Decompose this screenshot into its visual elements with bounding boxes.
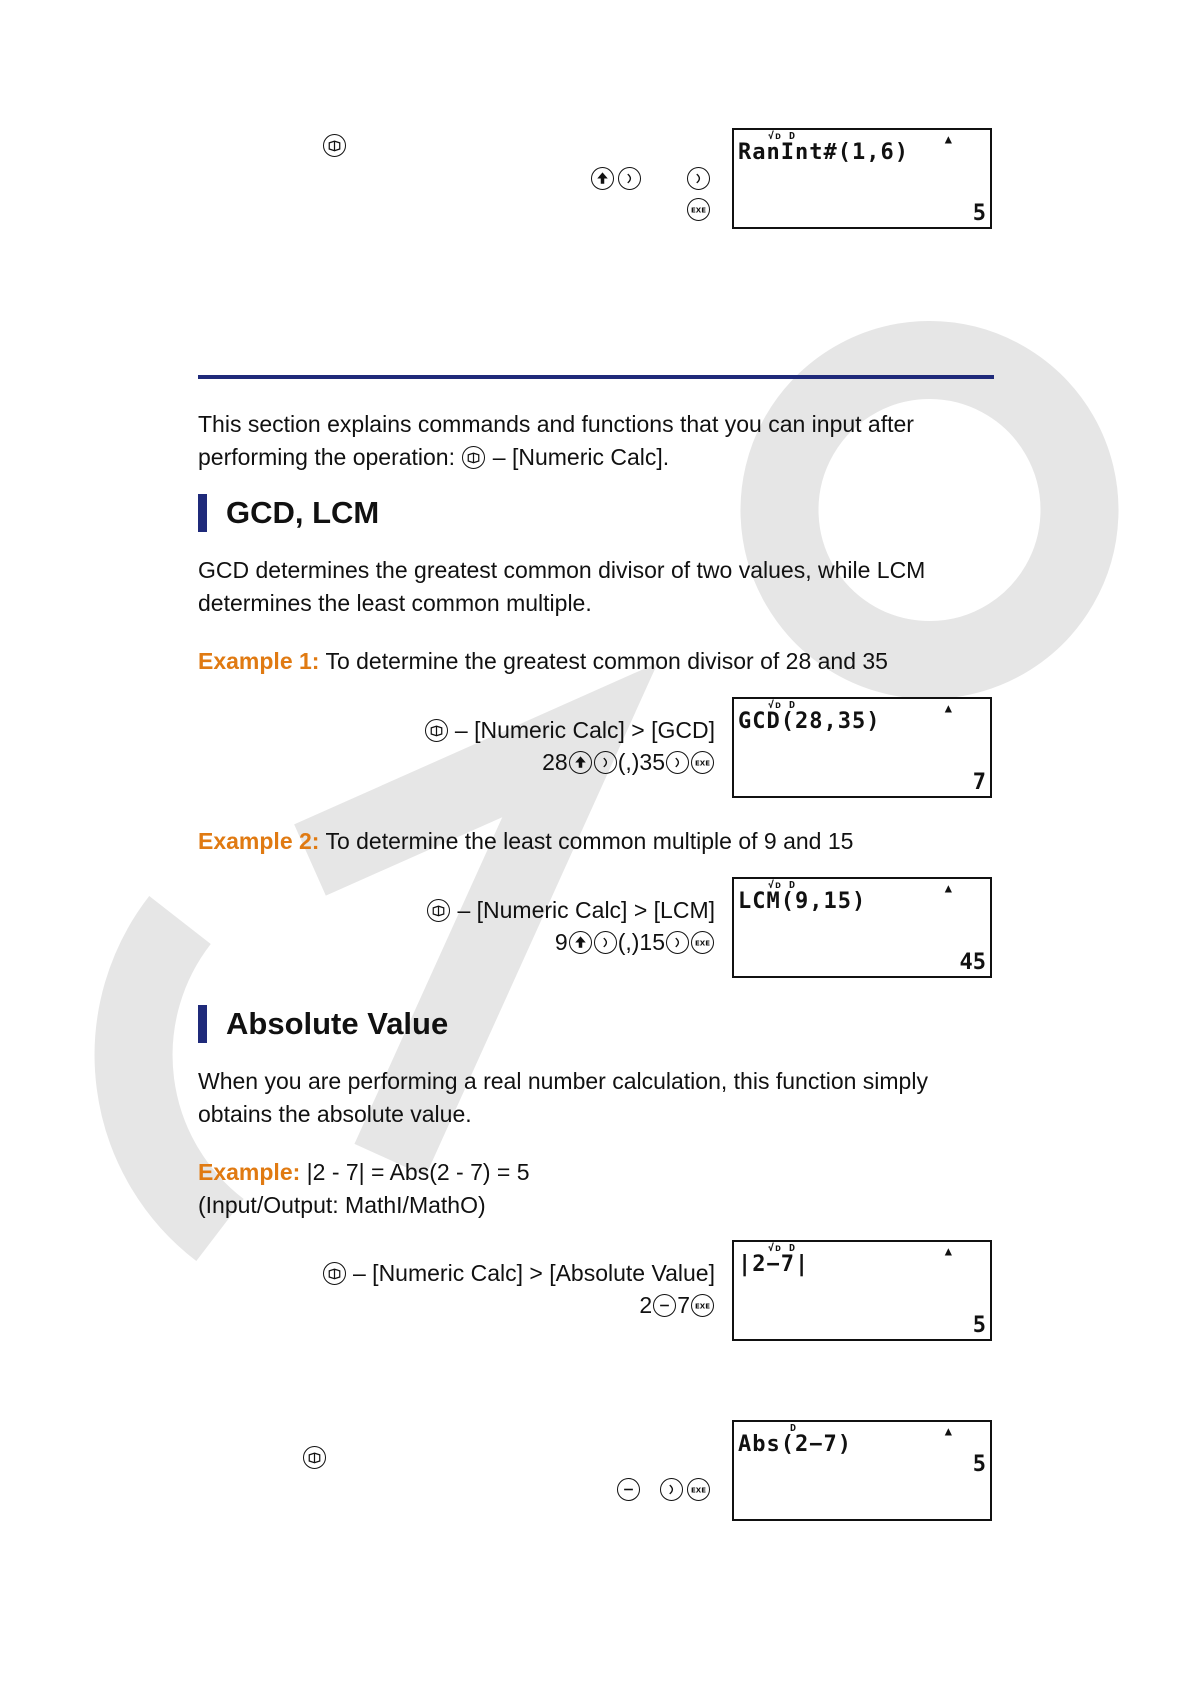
right-key-icon <box>659 1478 684 1502</box>
section-rule <box>198 375 994 379</box>
scroll-up-indicator: ▲ <box>944 881 952 895</box>
display-expression: GCD(28,35) <box>738 709 881 734</box>
shift-key-icon <box>590 167 615 191</box>
example-label: Example 1: <box>198 648 320 674</box>
display-result: 5 <box>972 201 986 226</box>
key-sequence: – [Numeric Calc] > [LCM] 9 (,)15 EXE <box>426 894 715 958</box>
menu-key-icon <box>462 446 485 469</box>
right-key-icon <box>594 931 617 954</box>
right-key-icon <box>617 167 642 191</box>
svg-text:EXE: EXE <box>691 206 706 215</box>
display-expression: LCM(9,15) <box>738 889 867 914</box>
example-text: To determine the least common multiple of 9 and 15 <box>325 828 854 854</box>
example-text: To determine the greatest common divisor of 28 and 35 <box>325 648 888 674</box>
display-indicators: √ᴅ D <box>768 880 797 891</box>
menu-key-icon <box>323 1262 346 1285</box>
svg-text:EXE: EXE <box>695 1302 710 1311</box>
display-result: 45 <box>959 950 986 975</box>
menu-key-icon <box>427 899 450 922</box>
heading-gcd-lcm: GCD, LCM <box>198 494 379 532</box>
exe-key-icon <box>691 751 714 774</box>
display-indicators: √ᴅ D <box>768 1243 797 1254</box>
menu-key-icon <box>322 134 347 158</box>
absolute-example <box>198 1156 988 1222</box>
display-expression: Abs(2−7) <box>738 1432 852 1457</box>
display-result: 5 <box>972 1313 986 1338</box>
display-expression: RanInt#(1,6) <box>738 140 909 165</box>
example-label: Example 2: <box>198 828 320 854</box>
heading-absolute-value: Absolute Value <box>198 1005 448 1043</box>
right-key-icon <box>594 751 617 774</box>
section-intro: This section explains commands and functions that you can input after performing the operation: – [Numeric Calc]. <box>198 411 914 470</box>
display-indicators: √ᴅ D <box>768 131 797 142</box>
example-label: Example: <box>198 1159 301 1185</box>
calculator-display <box>732 128 992 229</box>
minus-key-icon <box>653 1294 676 1317</box>
exe-key-icon <box>691 931 714 954</box>
scroll-up-indicator: ▲ <box>944 1244 952 1258</box>
right-key-icon <box>686 167 711 191</box>
absolute-description: When you are performing a real number calculation, this function simply obtains the absolute value. <box>198 1068 928 1127</box>
shift-key-icon <box>569 751 592 774</box>
right-key-icon <box>666 751 689 774</box>
display-indicators: D <box>790 1423 798 1434</box>
calculator-display <box>732 877 992 978</box>
calculator-display <box>732 697 992 798</box>
key-sequence: – [Numeric Calc] > [GCD] 28 (,)35 EXE <box>424 714 715 778</box>
gcd-lcm-description: GCD determines the greatest common divisor of two values, while LCM determines the least common multiple. <box>198 557 926 616</box>
example-1 <box>198 645 988 678</box>
exe-key-icon <box>691 1294 714 1317</box>
display-result: 7 <box>972 770 986 795</box>
shift-key-icon <box>569 931 592 954</box>
key-sequence: – [Numeric Calc] > [Absolute Value] 2 7 EXE <box>322 1257 715 1321</box>
menu-key-icon <box>302 1446 327 1470</box>
exe-key-icon <box>686 1478 711 1502</box>
minus-key-icon <box>616 1478 641 1502</box>
exe-key-icon <box>686 198 711 222</box>
display-expression: |2−7| <box>738 1252 810 1277</box>
right-key-icon <box>666 931 689 954</box>
example-io-mode: (Input/Output: MathI/MathO) <box>198 1192 486 1218</box>
scroll-up-indicator: ▲ <box>944 1424 952 1438</box>
menu-key-icon <box>425 719 448 742</box>
svg-text:EXE: EXE <box>691 1486 706 1495</box>
svg-text:EXE: EXE <box>695 759 710 768</box>
display-result: 5 <box>972 1452 986 1477</box>
calculator-display <box>732 1420 992 1521</box>
calculator-display <box>732 1240 992 1341</box>
scroll-up-indicator: ▲ <box>944 701 952 715</box>
example-text: |2 - 7| = Abs(2 - 7) = 5 <box>306 1159 530 1185</box>
svg-text:EXE: EXE <box>695 939 710 948</box>
example-2 <box>198 825 988 858</box>
display-indicators: √ᴅ D <box>768 700 797 711</box>
scroll-up-indicator: ▲ <box>944 132 952 146</box>
